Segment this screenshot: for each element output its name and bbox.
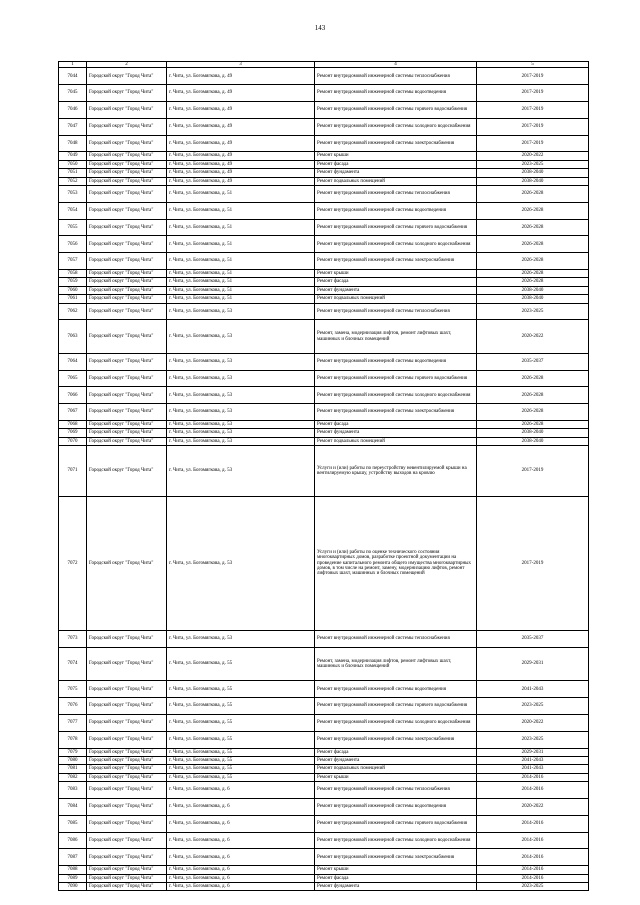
address-cell: г. Чита, ул. Богомягкова, д. 53 [167,496,315,630]
municipality-cell: Городской округ "Город Чита" [87,832,167,849]
municipality-cell: Городской округ "Город Чита" [87,295,167,303]
work-type-cell: Ремонт внутридомовой инженерной системы электроснабжения [315,253,477,270]
row-number: 7070 [59,437,87,445]
header-col-4: 4 [315,62,477,68]
municipality-cell: Городской округ "Город Чита" [87,849,167,866]
address-cell: г. Чита, ул. Богомягкова, д. 49 [167,85,315,102]
table-row [59,253,589,270]
table-row [59,681,589,698]
work-type-cell: Ремонт внутридомовой инженерной системы электроснабжения [315,849,477,866]
work-type-cell: Ремонт внутридомовой инженерной системы горячего водоснабжения [315,102,477,119]
address-cell: г. Чита, ул. Богомягкова, д. 51 [167,185,315,202]
row-number: 7046 [59,102,87,119]
address-cell: г. Чита, ул. Богомягкова, д. 51 [167,202,315,219]
address-cell: г. Чита, ул. Богомягкова, д. 6 [167,815,315,832]
municipality-cell: Городской округ "Город Чита" [87,320,167,354]
row-number: 7055 [59,219,87,236]
period-cell: 2038-2040 [477,169,589,177]
municipality-cell: Городской округ "Город Чита" [87,715,167,732]
table-row [59,757,589,765]
row-number: 7083 [59,782,87,799]
municipality-cell: Городской округ "Город Чита" [87,278,167,286]
address-cell: г. Чита, ул. Богомягкова, д. 55 [167,715,315,732]
row-number: 7077 [59,715,87,732]
row-number: 7044 [59,68,87,85]
period-cell: 2017-2019 [477,118,589,135]
work-type-cell: Ремонт внутридомовой инженерной системы электроснабжения [315,135,477,152]
period-cell: 2020-2022 [477,152,589,160]
row-number: 7048 [59,135,87,152]
work-type-cell: Ремонт внутридомовой инженерной системы электроснабжения [315,731,477,748]
address-cell: г. Чита, ул. Богомягкова, д. 53 [167,631,315,648]
row-number: 7050 [59,160,87,168]
period-cell: 2020-2022 [477,320,589,354]
address-cell: г. Чита, ул. Богомягкова, д. 53 [167,429,315,437]
row-number: 7082 [59,773,87,781]
row-number: 7081 [59,765,87,773]
municipality-cell: Городской округ "Город Чита" [87,681,167,698]
work-type-cell: Ремонт внутридомовой инженерной системы электроснабжения [315,404,477,421]
row-number: 7068 [59,421,87,429]
municipality-cell: Городской округ "Город Чита" [87,177,167,185]
work-type-cell: Ремонт внутридомовой инженерной системы холодного водоснабжения [315,832,477,849]
table-row [59,135,589,152]
period-cell: 2023-2025 [477,303,589,320]
work-type-cell: Ремонт внутридомовой инженерной системы горячего водоснабжения [315,815,477,832]
work-type-cell: Ремонт внутридомовой инженерной системы теплоснабжения [315,631,477,648]
row-number: 7052 [59,177,87,185]
address-cell: г. Чита, ул. Богомягкова, д. 51 [167,253,315,270]
work-type-cell: Ремонт крыши [315,269,477,277]
period-cell: 2035-2037 [477,631,589,648]
municipality-cell: Городской округ "Город Чита" [87,765,167,773]
address-cell: г. Чита, ул. Богомягкова, д. 6 [167,782,315,799]
work-type-cell: Ремонт фундамента [315,882,477,890]
table-row [59,269,589,277]
work-type-cell: Ремонт внутридомовой инженерной системы холодного водоснабжения [315,118,477,135]
table-row [59,303,589,320]
work-type-cell: Ремонт фасада [315,160,477,168]
row-number: 7045 [59,85,87,102]
address-cell: г. Чита, ул. Богомягкова, д. 55 [167,731,315,748]
table-row [59,202,589,219]
period-cell: 2017-2019 [477,85,589,102]
municipality-cell: Городской округ "Город Чита" [87,185,167,202]
municipality-cell: Городской округ "Город Чита" [87,236,167,253]
work-type-cell: Ремонт внутридомовой инженерной системы горячего водоснабжения [315,698,477,715]
table-row [59,295,589,303]
work-type-cell: Ремонт внутридомовой инженерной системы водоотведения [315,681,477,698]
address-cell: г. Чита, ул. Богомягкова, д. 55 [167,698,315,715]
table-row [59,421,589,429]
period-cell: 2035-2037 [477,353,589,370]
work-type-cell: Ремонт подвальных помещений [315,765,477,773]
municipality-cell: Городской округ "Город Чита" [87,731,167,748]
municipality-cell: Городской округ "Город Чита" [87,85,167,102]
work-type-cell: Ремонт крыши [315,152,477,160]
row-number: 7084 [59,798,87,815]
period-cell: 2026-2028 [477,219,589,236]
work-type-cell: Ремонт подвальных помещений [315,177,477,185]
address-cell: г. Чита, ул. Богомягкова, д. 6 [167,866,315,874]
period-cell: 2029-2031 [477,647,589,681]
header-col-1: 1 [59,62,87,68]
row-number: 7047 [59,118,87,135]
row-number: 7066 [59,387,87,404]
table-row [59,437,589,445]
table-row [59,286,589,294]
municipality-cell: Городской округ "Город Чита" [87,118,167,135]
row-number: 7089 [59,874,87,882]
work-type-cell: Ремонт крыши [315,773,477,781]
work-type-cell: Ремонт подвальных помещений [315,437,477,445]
address-cell: г. Чита, ул. Богомягкова, д. 6 [167,798,315,815]
address-cell: г. Чита, ул. Богомягкова, д. 55 [167,773,315,781]
row-number: 7056 [59,236,87,253]
municipality-cell: Городской округ "Город Чита" [87,866,167,874]
work-type-cell: Ремонт фундамента [315,286,477,294]
period-cell: 2014-2016 [477,849,589,866]
address-cell: г. Чита, ул. Богомягкова, д. 6 [167,874,315,882]
period-cell: 2026-2028 [477,404,589,421]
table-row [59,798,589,815]
work-type-cell: Ремонт фасада [315,748,477,756]
row-number: 7080 [59,757,87,765]
municipality-cell: Городской округ "Город Чита" [87,437,167,445]
address-cell: г. Чита, ул. Богомягкова, д. 49 [167,118,315,135]
address-cell: г. Чита, ул. Богомягкова, д. 55 [167,647,315,681]
table-row [59,320,589,354]
municipality-cell: Городской округ "Город Чита" [87,798,167,815]
table-row [59,68,589,85]
table-row [59,236,589,253]
row-number: 7074 [59,647,87,681]
page-number: 143 [314,24,326,32]
municipality-cell: Городской округ "Город Чита" [87,647,167,681]
period-cell: 2023-2025 [477,160,589,168]
municipality-cell: Городской округ "Город Чита" [87,496,167,630]
municipality-cell: Городской округ "Город Чита" [87,160,167,168]
address-cell: г. Чита, ул. Богомягкова, д. 51 [167,278,315,286]
work-type-cell: Ремонт фасада [315,874,477,882]
header-col-2: 2 [87,62,167,68]
period-cell: 2038-2040 [477,286,589,294]
address-cell: г. Чита, ул. Богомягкова, д. 53 [167,387,315,404]
table-row [59,446,589,496]
address-cell: г. Чита, ул. Богомягкова, д. 51 [167,295,315,303]
municipality-cell: Городской округ "Город Чита" [87,782,167,799]
municipality-cell: Городской округ "Город Чита" [87,815,167,832]
row-number: 7065 [59,370,87,387]
table-row [59,874,589,882]
period-cell: 2026-2028 [477,185,589,202]
municipality-cell: Городской округ "Город Чита" [87,757,167,765]
period-cell: 2026-2028 [477,236,589,253]
municipality-cell: Городской округ "Город Чита" [87,429,167,437]
table-row [59,102,589,119]
table-row [59,882,589,890]
row-number: 7088 [59,866,87,874]
work-type-cell: Ремонт крыши [315,866,477,874]
table-row [59,160,589,168]
row-number: 7071 [59,446,87,496]
period-cell: 2041-2043 [477,757,589,765]
period-cell: 2038-2040 [477,429,589,437]
table-row [59,278,589,286]
work-type-cell: Ремонт внутридомовой инженерной системы водоотведения [315,202,477,219]
address-cell: г. Чита, ул. Богомягкова, д. 6 [167,832,315,849]
row-number: 7062 [59,303,87,320]
municipality-cell: Городской округ "Город Чита" [87,421,167,429]
address-cell: г. Чита, ул. Богомягкова, д. 51 [167,219,315,236]
address-cell: г. Чита, ул. Богомягкова, д. 53 [167,353,315,370]
municipality-cell: Городской округ "Город Чита" [87,253,167,270]
address-cell: г. Чита, ул. Богомягкова, д. 53 [167,437,315,445]
municipality-cell: Городской округ "Город Чита" [87,773,167,781]
period-cell: 2014-2016 [477,782,589,799]
row-number: 7067 [59,404,87,421]
work-type-cell: Ремонт, замена, модернизация лифтов, ремонт лифтовых шахт, машинных и блочных помещений [315,320,477,354]
period-cell: 2026-2028 [477,421,589,429]
row-number: 7061 [59,295,87,303]
row-number: 7072 [59,496,87,630]
row-number: 7053 [59,185,87,202]
address-cell: г. Чита, ул. Богомягкова, д. 49 [167,135,315,152]
period-cell: 2014-2016 [477,866,589,874]
period-cell: 2014-2016 [477,815,589,832]
period-cell: 2026-2028 [477,253,589,270]
table-row [59,387,589,404]
table-body [59,68,589,891]
address-cell: г. Чита, ул. Богомягкова, д. 55 [167,757,315,765]
address-cell: г. Чита, ул. Богомягкова, д. 55 [167,765,315,773]
row-number: 7078 [59,731,87,748]
period-cell: 2041-2043 [477,681,589,698]
address-cell: г. Чита, ул. Богомягкова, д. 6 [167,882,315,890]
municipality-cell: Городской округ "Город Чита" [87,169,167,177]
period-cell: 2017-2019 [477,68,589,85]
work-type-cell: Услуги и (или) работы по переустройству невентилируемой крыши на вентилируемую крышу, устройству выходов на кровлю [315,446,477,496]
row-number: 7087 [59,849,87,866]
table-row [59,429,589,437]
table-row [59,496,589,630]
work-type-cell: Ремонт внутридомовой инженерной системы холодного водоснабжения [315,387,477,404]
table-row [59,715,589,732]
table-row [59,832,589,849]
header-col-3: 3 [167,62,315,68]
table-row [59,748,589,756]
row-number: 7058 [59,269,87,277]
address-cell: г. Чита, ул. Богомягкова, д. 53 [167,303,315,320]
row-number: 7049 [59,152,87,160]
address-cell: г. Чита, ул. Богомягкова, д. 53 [167,404,315,421]
table-row [59,118,589,135]
address-cell: г. Чита, ул. Богомягкова, д. 51 [167,269,315,277]
work-type-cell: Ремонт внутридомовой инженерной системы теплоснабжения [315,782,477,799]
municipality-cell: Городской округ "Город Чита" [87,202,167,219]
municipality-cell: Городской округ "Город Чита" [87,698,167,715]
work-type-cell: Ремонт внутридомовой инженерной системы горячего водоснабжения [315,370,477,387]
row-number: 7090 [59,882,87,890]
address-cell: г. Чита, ул. Богомягкова, д. 53 [167,370,315,387]
work-type-cell: Ремонт фундамента [315,169,477,177]
table-row [59,698,589,715]
row-number: 7075 [59,681,87,698]
address-cell: г. Чита, ул. Богомягкова, д. 6 [167,849,315,866]
period-cell: 2020-2022 [477,715,589,732]
municipality-cell: Городской округ "Город Чита" [87,135,167,152]
row-number: 7069 [59,429,87,437]
address-cell: г. Чита, ул. Богомягкова, д. 55 [167,681,315,698]
table-row [59,782,589,799]
period-cell: 2017-2019 [477,135,589,152]
municipality-cell: Городской округ "Город Чита" [87,446,167,496]
municipality-cell: Городской округ "Город Чита" [87,404,167,421]
period-cell: 2023-2025 [477,731,589,748]
row-number: 7076 [59,698,87,715]
period-cell: 2014-2016 [477,874,589,882]
work-type-cell: Ремонт внутридомовой инженерной системы теплоснабжения [315,185,477,202]
period-cell: 2038-2040 [477,295,589,303]
period-cell: 2017-2019 [477,102,589,119]
work-type-cell: Ремонт внутридомовой инженерной системы холодного водоснабжения [315,236,477,253]
period-cell: 2026-2028 [477,387,589,404]
period-cell: 2026-2028 [477,370,589,387]
address-cell: г. Чита, ул. Богомягкова, д. 49 [167,177,315,185]
period-cell: 2023-2025 [477,882,589,890]
municipality-cell: Городской округ "Город Чита" [87,874,167,882]
period-cell: 2014-2016 [477,832,589,849]
work-type-cell: Ремонт внутридомовой инженерной системы теплоснабжения [315,68,477,85]
table-row [59,177,589,185]
period-cell: 2026-2028 [477,269,589,277]
table-row [59,631,589,648]
municipality-cell: Городской округ "Город Чита" [87,370,167,387]
period-cell: 2029-2031 [477,748,589,756]
period-cell: 2026-2028 [477,202,589,219]
work-type-cell: Ремонт внутридомовой инженерной системы водоотведения [315,798,477,815]
work-type-cell: Ремонт, замена, модернизация лифтов, ремонт лифтовых шахт, машинных и блочных помещений [315,647,477,681]
table-row [59,815,589,832]
work-type-cell: Ремонт фасада [315,278,477,286]
row-number: 7051 [59,169,87,177]
period-cell: 2017-2019 [477,496,589,630]
period-cell: 2038-2040 [477,177,589,185]
work-type-cell: Ремонт подвальных помещений [315,295,477,303]
municipality-cell: Городской округ "Город Чита" [87,219,167,236]
municipality-cell: Городской округ "Город Чита" [87,387,167,404]
work-type-cell: Ремонт внутридомовой инженерной системы водоотведения [315,353,477,370]
municipality-cell: Городской округ "Город Чита" [87,269,167,277]
row-number: 7054 [59,202,87,219]
address-cell: г. Чита, ул. Богомягкова, д. 55 [167,748,315,756]
work-type-cell: Ремонт внутридомовой инженерной системы холодного водоснабжения [315,715,477,732]
address-cell: г. Чита, ул. Богомягкова, д. 49 [167,160,315,168]
municipality-cell: Городской округ "Город Чита" [87,152,167,160]
address-cell: г. Чита, ул. Богомягкова, д. 49 [167,152,315,160]
address-cell: г. Чита, ул. Богомягкова, д. 53 [167,421,315,429]
period-cell: 2038-2040 [477,437,589,445]
work-type-cell: Ремонт внутридомовой инженерной системы теплоснабжения [315,303,477,320]
municipality-cell: Городской округ "Город Чита" [87,303,167,320]
address-cell: г. Чита, ул. Богомягкова, д. 51 [167,286,315,294]
row-number: 7063 [59,320,87,354]
table-row [59,85,589,102]
table-row [59,647,589,681]
address-cell: г. Чита, ул. Богомягкова, д. 53 [167,446,315,496]
header-col-5: 5 [477,62,589,68]
municipality-cell: Городской округ "Город Чита" [87,286,167,294]
period-cell: 2014-2016 [477,773,589,781]
address-cell: г. Чита, ул. Богомягкова, д. 51 [167,236,315,253]
table-row [59,219,589,236]
table-row [59,370,589,387]
municipality-cell: Городской округ "Город Чита" [87,631,167,648]
address-cell: г. Чита, ул. Богомягкова, д. 49 [167,169,315,177]
work-type-cell: Ремонт фундамента [315,757,477,765]
municipality-cell: Городской округ "Город Чита" [87,748,167,756]
period-cell: 2041-2043 [477,765,589,773]
table-row [59,773,589,781]
period-cell: 2017-2019 [477,446,589,496]
address-cell: г. Чита, ул. Богомягкова, д. 53 [167,320,315,354]
table-row [59,185,589,202]
row-number: 7073 [59,631,87,648]
municipality-cell: Городской округ "Город Чита" [87,102,167,119]
address-cell: г. Чита, ул. Богомягкова, д. 49 [167,102,315,119]
work-type-cell: Ремонт фасада [315,421,477,429]
row-number: 7079 [59,748,87,756]
period-cell: 2026-2028 [477,278,589,286]
row-number: 7086 [59,832,87,849]
row-number: 7060 [59,286,87,294]
capital-repair-table [58,61,589,891]
table-row [59,353,589,370]
table-row [59,169,589,177]
municipality-cell: Городской округ "Город Чита" [87,68,167,85]
row-number: 7064 [59,353,87,370]
row-number: 7085 [59,815,87,832]
table-row [59,849,589,866]
address-cell: г. Чита, ул. Богомягкова, д. 49 [167,68,315,85]
period-cell: 2020-2022 [477,798,589,815]
table-row [59,731,589,748]
row-number: 7059 [59,278,87,286]
work-type-cell: Услуги и (или) работы по оценке технического состояния многоквартирных домов, разработке проектной документации на проведение капитального ремонта общего имущества многоквартирных домов, в том числе на ремонт, замену, модернизацию лифтов, ремонт лифтовых шахт, машинных и блочных помещений [315,496,477,630]
municipality-cell: Городской округ "Город Чита" [87,353,167,370]
table-row [59,404,589,421]
row-number: 7057 [59,253,87,270]
work-type-cell: Ремонт внутридомовой инженерной системы водоотведения [315,85,477,102]
period-cell: 2023-2025 [477,698,589,715]
table-row [59,152,589,160]
table-row [59,866,589,874]
work-type-cell: Ремонт внутридомовой инженерной системы горячего водоснабжения [315,219,477,236]
table-row [59,765,589,773]
work-type-cell: Ремонт фундамента [315,429,477,437]
municipality-cell: Городской округ "Город Чита" [87,882,167,890]
